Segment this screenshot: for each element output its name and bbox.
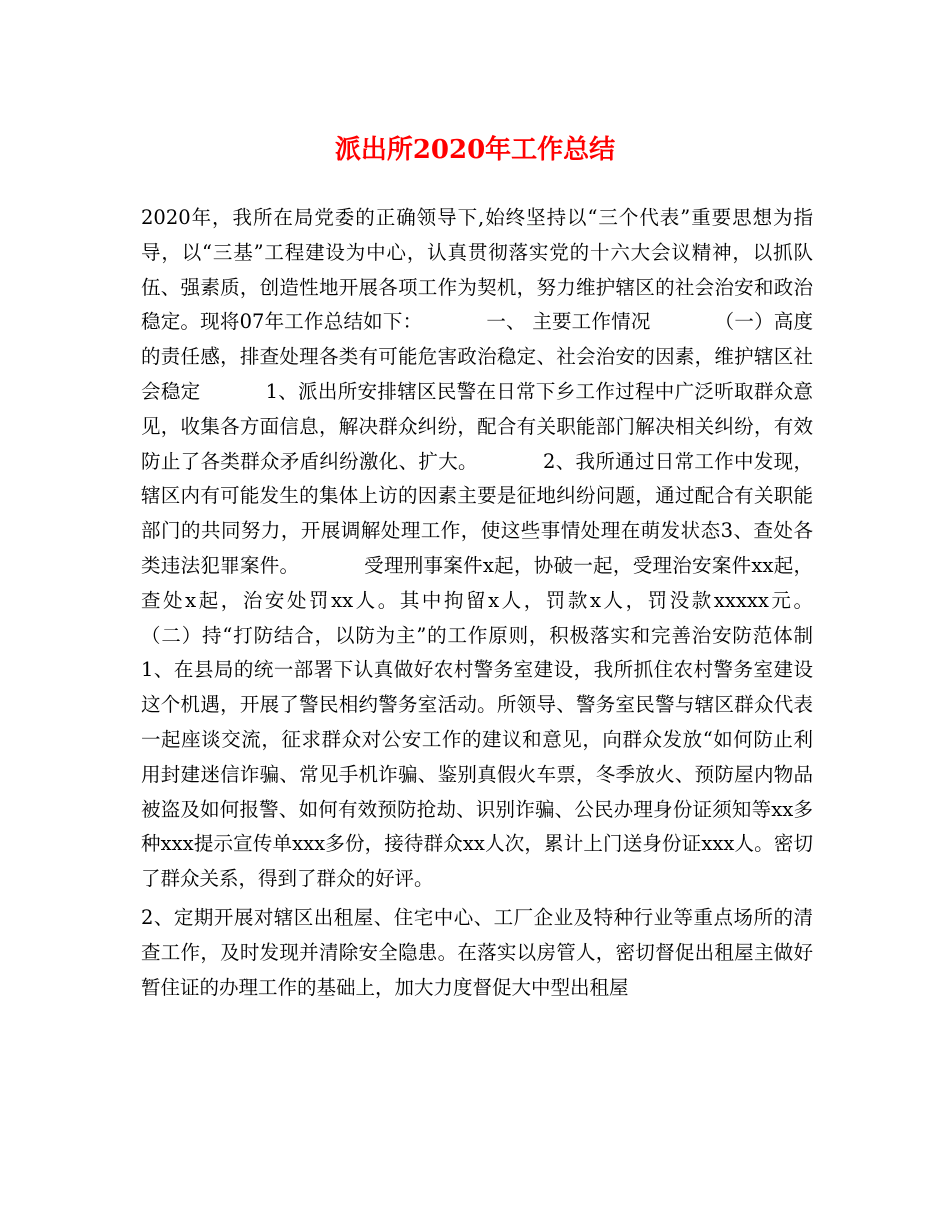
document-body	[141, 201, 875, 1005]
document-title: 派出所2020年工作总结	[334, 135, 616, 165]
body-paragraph: 2020年，我所在局党委的正确领导下,始终坚持以“三个代表”重要思想为指导，以“三基”工程建设为中心，认真贯彻落实党的十六大会议精神，以抓队伍、强素质，创造性地开展各项工作为契机，努力维护辖区的社会治安和政治稳定。现将07年工作总结如下： 一、 主要工作情况 （一）高度的责任感，排查处理各类有可能危害政治稳定、社会治安的因素，维护辖区社会稳定 1、派出所安排辖区民警在日常下乡工作过程中广泛听取群众意见，收集各方面信息，解决群众纠纷，配合有关职能部门解决相关纠纷，有效防止了各类群众矛盾纠纷激化、扩大。 2、我所通过日常工作中发现，辖区内有可能发生的集体上访的因素主要是征地纠纷问题，通过配合有关职能部门的共同努力，开展调解处理工作，使这些事情处理在萌发状态3、查处各类违法犯罪案件。 受理刑事案件x起，协破一起，受理治安案件xx起，查处x起，治安处罚xx人。其中拘留x人，罚款x人，罚没款xxxxx元。 （二）持“打防结合，以防为主”的工作原则，积极落实和完善治安防范体制 1、在县局的统一部署下认真做好农村警务室建设，我所抓住农村警务室建设这个机遇，开展了警民相约警务室活动。所领导、警务室民警与辖区群众代表一起座谈交流，征求群众对公安工作的建议和意见，向群众发放“如何防止利用封建迷信诈骗、常见手机诈骗、鉴别真假火车票，冬季放火、预防屋内物品被盗及如何报警、如何有效预防抢劫、识别诈骗、公民办理身份证须知等xx多种xxx提示宣传单xxx多份，接待群众xx人次，累计上门送身份证xxx人。密切了群众关系，得到了群众的好评。	[141, 206, 875, 891]
body-paragraph: 2、定期开展对辖区出租屋、住宅中心、工厂企业及特种行业等重点场所的清查工作，及时发现并清除安全隐患。在落实以房管人，密切督促出租屋主做好暂住证的办理工作的基础上，加大力度督促大中型出租屋	[141, 905, 813, 999]
